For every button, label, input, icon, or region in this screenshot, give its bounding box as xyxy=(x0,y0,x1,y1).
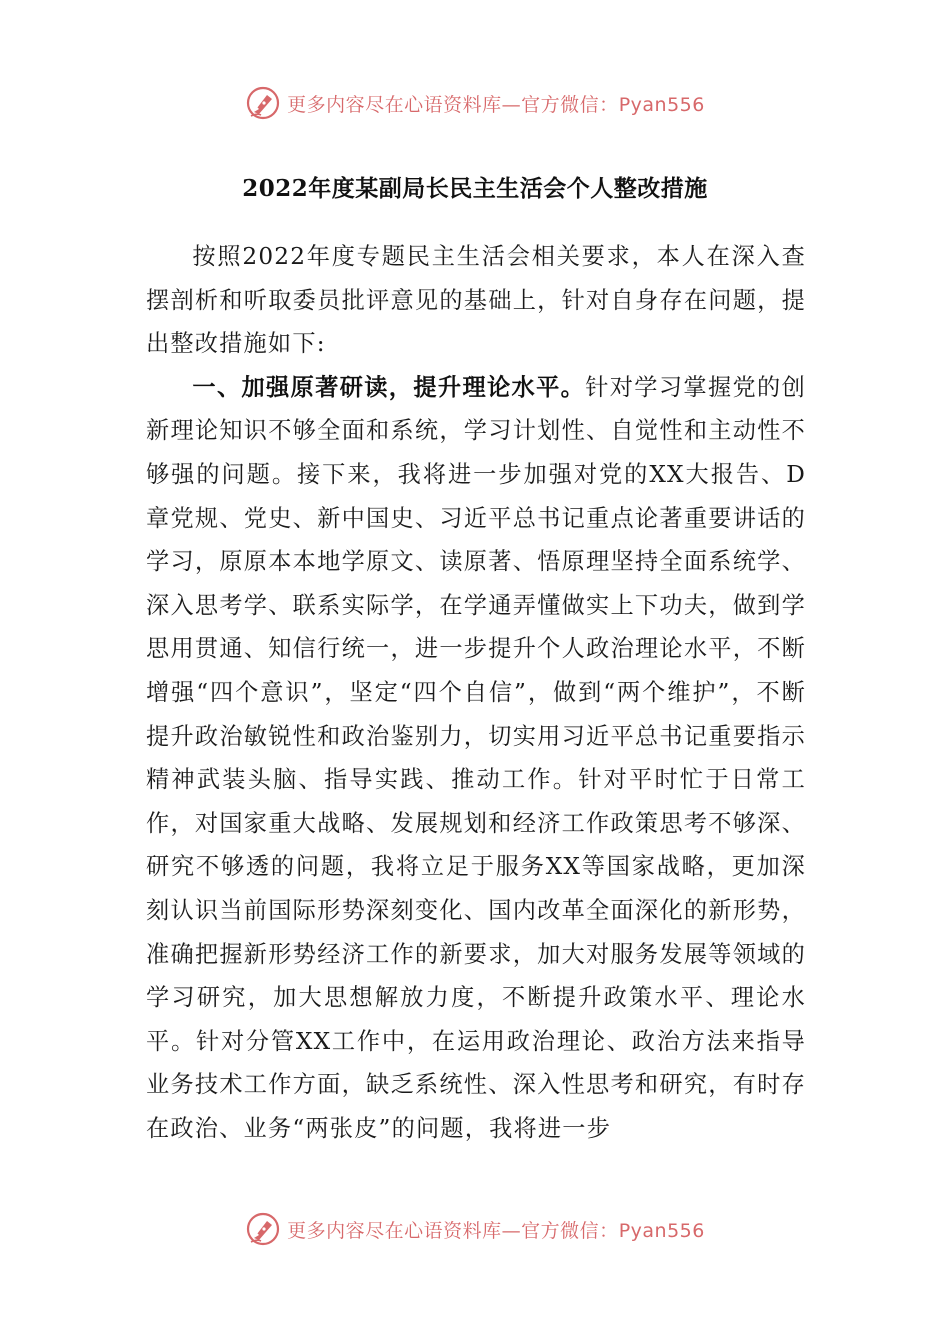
pen-nib-logo-icon xyxy=(245,85,281,121)
watermark-text xyxy=(287,1216,705,1243)
watermark-dash: — xyxy=(501,1219,522,1242)
watermark-label: 官方微信： xyxy=(521,1219,619,1242)
document-title: 2022年度某副局长民主生活会个人整改措施 xyxy=(242,175,708,202)
watermark-site: 更多内容尽在心语资料库 xyxy=(287,93,502,116)
section-1-text: 针对学习掌握党的创新理论知识不够全面和系统，学习计划性、自觉性和主动性不够强的问题。接下来，我将进一步加强对党的XX大报告、D章党规、党史、新中国史、习近平总书记重点论著重要讲话的学习，原原本本地学原文、读原著、悟原理坚持全面系统学、深入思考学、联系实际学，在学通弄懂做实上下功夫，做到学思用贯通、知信行统一，进一步提升个人政治理论水平，不断增强“四个意识”，坚定“四个自信”，做到“两个维护”，不断提升政治敏锐性和政治鉴别力，切实用习近平总书记重要指示精神武装头脑、指导实践、推动工作。针对平时忙于日常工作，对国家重大战略、发展规划和经济工作政策思考不够深、研究不够透的问题，我将立足于服务XX等国家战略，更加深刻认识当前国际形势深刻变化、国内改革全面深化的新形势，准确把握新形势经济工作的新要求，加大对服务发展等领域的学习研究，加大思想解放力度，不断提升政策水平、理论水平。针对分管XX工作中，在运用政治理论、政治方法来指导业务技术工作方面，缺乏系统性、深入性思考和研究，有时存在政治、业务“两张皮”的问题，我将进一步 xyxy=(146,373,806,1142)
section-1-paragraph xyxy=(146,366,806,1151)
watermark-text xyxy=(287,90,705,117)
watermark-footer xyxy=(0,1209,950,1249)
watermark-label: 官方微信： xyxy=(521,93,619,116)
watermark-site: 更多内容尽在心语资料库 xyxy=(287,1219,502,1242)
watermark-dash: — xyxy=(501,93,522,116)
document-body xyxy=(146,235,806,1150)
pen-nib-logo-icon xyxy=(245,1211,281,1247)
intro-paragraph: 按照2022年度专题民主生活会相关要求，本人在深入查摆剖析和听取委员批评意见的基础上，针对自身存在问题，提出整改措施如下: xyxy=(146,243,806,358)
section-1-heading: 一、加强原著研读，提升理论水平。 xyxy=(192,373,586,401)
watermark-header xyxy=(0,83,950,123)
watermark-id: Pyan556 xyxy=(618,93,705,116)
watermark-id: Pyan556 xyxy=(618,1219,705,1242)
